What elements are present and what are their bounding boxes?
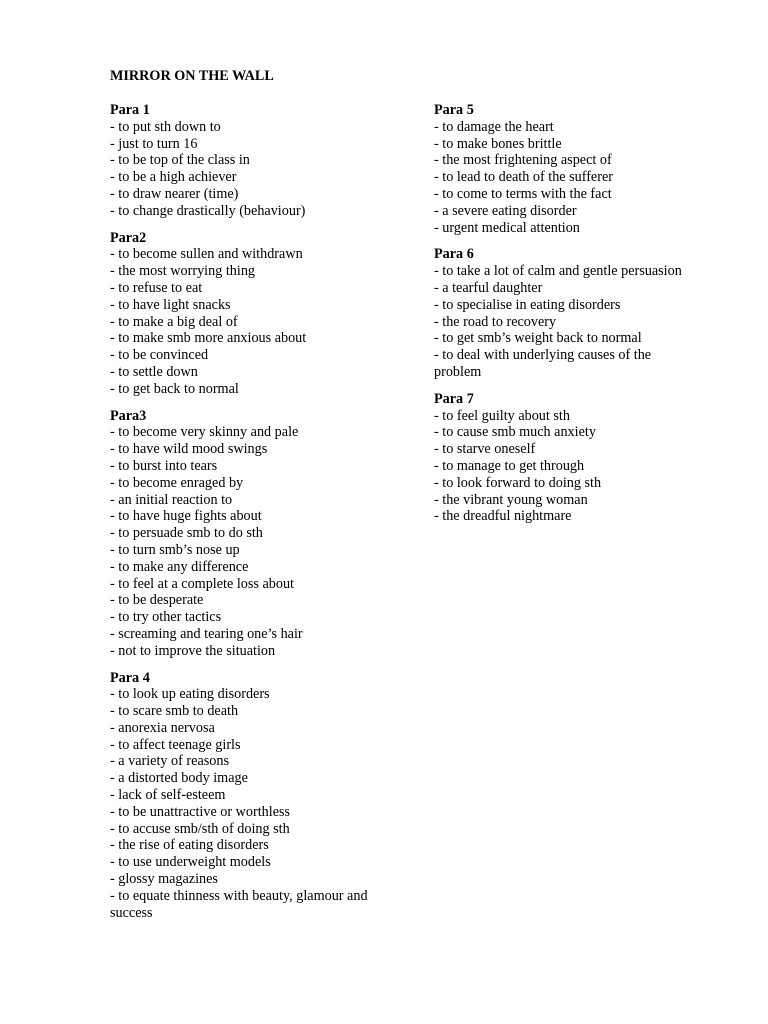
list-item: - to starve oneself: [434, 441, 536, 458]
section-heading: Para 6: [434, 246, 474, 263]
list-item: - a variety of reasons: [110, 753, 229, 770]
section-para-5: [434, 102, 734, 236]
list-item: - to put sth down to: [110, 118, 221, 135]
list-item: - to feel at a complete loss about: [110, 575, 294, 592]
list-item: - to have huge fights about: [110, 508, 262, 525]
list-item: - to be top of the class in: [110, 152, 250, 169]
list-item: - to be a high achiever: [110, 169, 237, 186]
list-item: - to damage the heart: [434, 118, 554, 135]
section-para-4: [110, 670, 410, 922]
list-item: - to deal with underlying causes of the problem: [434, 347, 652, 380]
left-column: [110, 102, 410, 931]
list-item: - to equate thinness with beauty, glamour and success: [110, 887, 368, 921]
list-item: - to make a big deal of: [110, 313, 238, 330]
list-item: - the most frightening aspect of: [434, 152, 612, 169]
section-para-2: [110, 230, 410, 398]
list-item: - a severe eating disorder: [434, 202, 577, 219]
list-item: - to cause smb much anxiety: [434, 424, 596, 441]
phrase-list: [110, 686, 410, 921]
list-item: - to scare smb to death: [110, 703, 239, 720]
list-item: - the vibrant young woman: [434, 491, 588, 508]
list-item: - to feel guilty about sth: [434, 407, 570, 424]
list-item: - to manage to get through: [434, 457, 585, 474]
list-item: - to be unattractive or worthless: [110, 803, 291, 820]
list-item: - to accuse smb/sth of doing sth: [110, 820, 290, 837]
list-item: - to settle down: [110, 363, 198, 380]
list-item: - to change drastically (behaviour): [110, 202, 306, 219]
list-item: - to have light snacks: [110, 296, 231, 313]
list-item: - the dreadful nightmare: [434, 508, 572, 525]
list-item: - glossy magazines: [110, 871, 218, 888]
list-item: - the rise of eating disorders: [110, 837, 269, 854]
list-item: - the most worrying thing: [110, 263, 256, 280]
section-heading: Para 4: [110, 669, 150, 686]
list-item: - screaming and tearing one’s hair: [110, 625, 303, 642]
phrase-list: [434, 408, 734, 526]
list-item: - to look up eating disorders: [110, 686, 270, 703]
list-item: - urgent medical attention: [434, 219, 580, 236]
list-item: - to look forward to doing sth: [434, 474, 602, 491]
list-item: - to take a lot of calm and gentle persuasion: [434, 263, 682, 280]
phrase-list: [110, 424, 410, 659]
phrase-list: [434, 263, 734, 381]
list-item: - an initial reaction to: [110, 491, 233, 508]
list-item: - to affect teenage girls: [110, 736, 241, 753]
list-item: - to get smb’s weight back to normal: [434, 330, 642, 347]
list-item: - to become enraged by: [110, 474, 244, 491]
section-heading: Para 7: [434, 390, 474, 407]
section-heading: Para2: [110, 229, 147, 246]
list-item: - to try other tactics: [110, 609, 222, 626]
right-column: [434, 102, 734, 535]
list-item: - the road to recovery: [434, 313, 557, 330]
list-item: - to get back to normal: [110, 380, 239, 397]
page-title: MIRROR ON THE WALL: [110, 68, 274, 84]
list-item: - lack of self-esteem: [110, 787, 226, 804]
list-item: - to refuse to eat: [110, 279, 203, 296]
phrase-list: [110, 119, 410, 220]
list-item: - to make bones brittle: [434, 135, 562, 152]
list-item: - not to improve the situation: [110, 642, 276, 659]
list-item: - to burst into tears: [110, 457, 218, 474]
list-item: - to become sullen and withdrawn: [110, 246, 303, 263]
list-item: - to persuade smb to do sth: [110, 525, 263, 542]
section-heading: Para3: [110, 407, 147, 424]
list-item: - to use underweight models: [110, 854, 271, 871]
section-para-6: [434, 246, 734, 380]
section-para-7: [434, 391, 734, 525]
list-item: - to have wild mood swings: [110, 441, 268, 458]
list-item: - a distorted body image: [110, 770, 248, 787]
list-item: - to be convinced: [110, 347, 209, 364]
list-item: - to lead to death of the sufferer: [434, 169, 613, 186]
list-item: - to make smb more anxious about: [110, 330, 307, 347]
list-item: - anorexia nervosa: [110, 719, 215, 736]
list-item: - to draw nearer (time): [110, 185, 239, 202]
phrase-list: [434, 119, 734, 237]
list-item: - to make any difference: [110, 558, 249, 575]
phrase-list: [110, 246, 410, 397]
section-para-3: [110, 408, 410, 660]
section-heading: Para 5: [434, 102, 474, 118]
list-item: - to come to terms with the fact: [434, 185, 612, 202]
list-item: - to specialise in eating disorders: [434, 296, 621, 313]
section-heading: Para 1: [110, 102, 150, 118]
list-item: - just to turn 16: [110, 135, 198, 152]
list-item: - to turn smb’s nose up: [110, 541, 240, 558]
section-para-1: [110, 102, 410, 220]
list-item: - to become very skinny and pale: [110, 424, 299, 441]
list-item: - a tearful daughter: [434, 279, 543, 296]
list-item: - to be desperate: [110, 592, 204, 609]
